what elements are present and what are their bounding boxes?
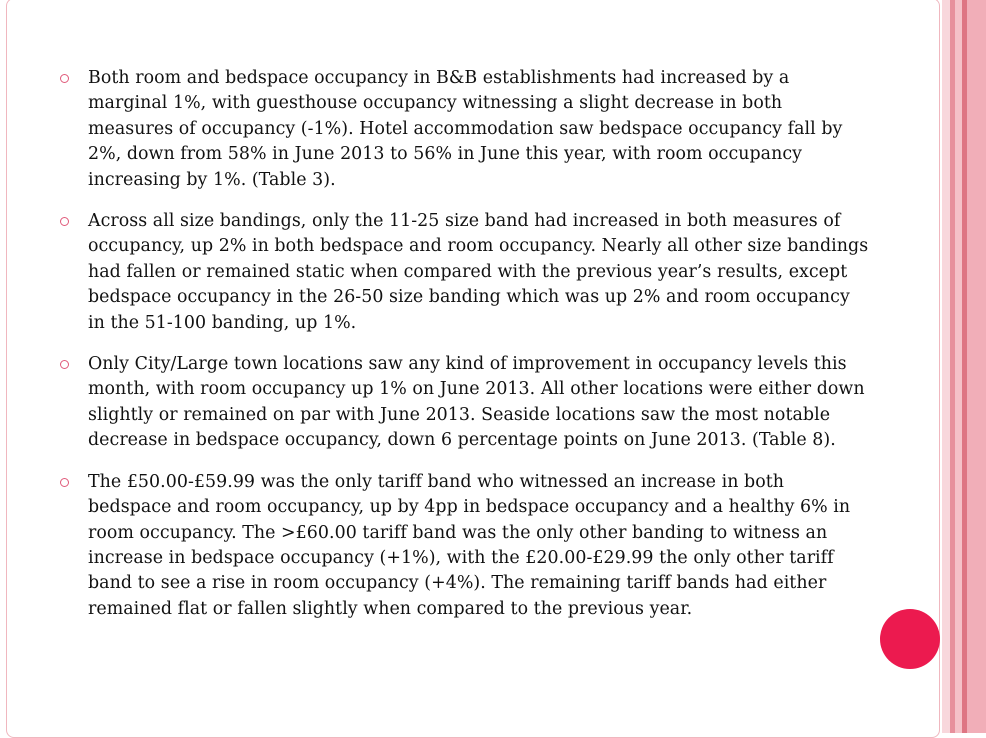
decorative-stripes (942, 0, 986, 733)
bullet-text: The £50.00-£59.99 was the only tariff band who witnessed an increase in both bedspace and room occupancy, up by 4pp in bedspace occupancy and a healthy 6% in room occupancy. The >£60.00 tariff band was the only other banding to witness an increase in bedspace occupancy (+1%), with the £20.00-£29.99 the only other tariff band to see a rise in room occupancy (+4%). The remaining tariff bands had either remained flat or fallen slightly when compared to the previous year. (88, 471, 851, 619)
bullet-list (60, 66, 870, 638)
hollow-circle-bullet-icon (60, 478, 69, 487)
decorative-circle (880, 609, 940, 669)
bullet-item (60, 352, 870, 454)
stripe-3 (955, 0, 962, 733)
bullet-text: Across all size bandings, only the 11-25 size band had increased in both measures of occupancy, up 2% in both bedspace and room occupancy. Nearly all other size bandings had fallen or remained static when compared with the previous year’s results, except bedspace occupancy in the 26-50 size banding which was up 2% and room occupancy in the 51-100 banding, up 1%. (88, 211, 869, 333)
bullet-item (60, 66, 870, 193)
hollow-circle-bullet-icon (60, 74, 69, 83)
bullet-item (60, 470, 870, 622)
stripe-5 (967, 0, 986, 733)
bullet-item (60, 209, 870, 336)
bullet-text: Both room and bedspace occupancy in B&B establishments had increased by a marginal 1%, with guesthouse occupancy witnessing a slight decrease in both measures of occupancy (-1%). Hotel accommodation saw bedspace occupancy fall by 2%, down from 58% in June 2013 to 56% in June this year, with room occupancy increasing by 1%. (Table 3). (88, 68, 843, 190)
hollow-circle-bullet-icon (60, 360, 69, 369)
bullet-text: Only City/Large town locations saw any kind of improvement in occupancy levels this month, with room occupancy up 1% on June 2013. All other locations were either down slightly or remained on par with June 2013. Seaside locations saw the most notable decrease in bedspace occupancy, down 6 percentage points on June 2013. (Table 8). (88, 354, 865, 451)
hollow-circle-bullet-icon (60, 217, 69, 226)
stripe-1 (942, 0, 950, 733)
